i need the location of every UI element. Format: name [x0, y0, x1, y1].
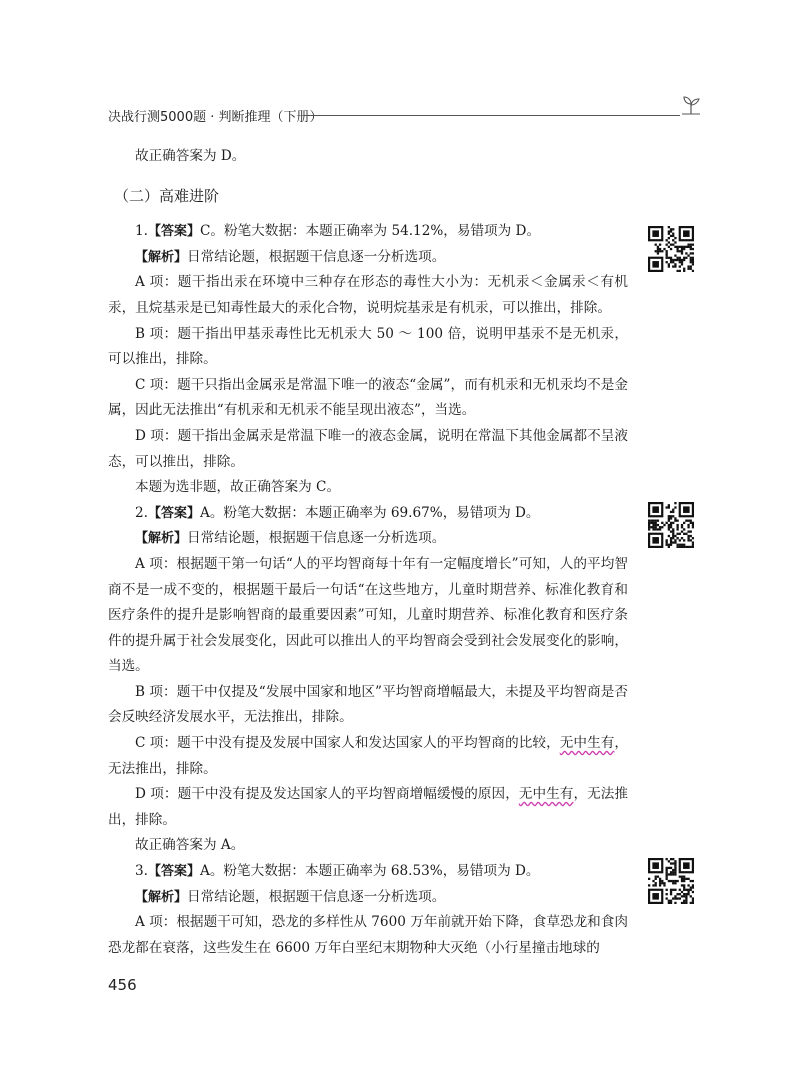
q3-analysis: 【解析】日常结论题，根据题干信息逐一分析选项。 [135, 888, 446, 905]
q1-option-d: D 项：题干指出金属汞是常温下唯一的液态金属，说明在常温下其他金属都不呈液态，可以推出，排除。 [108, 427, 628, 470]
q1-option-a: A 项：题干指出汞在环境中三种存在形态的毒性大小为：无机汞＜金属汞＜有机汞，且烷基汞是已知毒性最大的汞化合物，说明烷基汞是有机汞，可以推出，排除。 [108, 274, 628, 316]
q2-option-d: D 项：题干中没有提及发达国家人的平均智商增幅缓慢的原因，无中生有，无法推出，排除。 [108, 786, 629, 828]
q2-answer: 2.【答案】A。粉笔大数据：本题正确率为 69.67%，易错项为 D。 [135, 504, 540, 521]
page-body [108, 144, 628, 961]
q1-option-b: B 项：题干指出甲基汞毒性比无机汞大 50 ～ 100 倍，说明甲基汞不是无机汞，可以推出，排除。 [108, 325, 628, 368]
wavy-highlight: 无中生有 [518, 786, 574, 803]
q1-option-c: C 项：题干只指出金属汞是常温下唯一的液态“金属”，而有机汞和无机汞均不是金属，因此无法推出“有机汞和无机汞不能呈现出液态”，当选。 [108, 376, 628, 419]
wavy-highlight: 无中生有 [559, 735, 615, 752]
section-title: （二）高难进阶 [114, 186, 220, 205]
q1-analysis: 【解析】日常结论题，根据题干信息逐一分析选项。 [135, 248, 446, 265]
qr-code-icon[interactable] [648, 226, 694, 272]
q3-option-a: A 项：根据题干可知，恐龙的多样性从 7600 万年前就开始下降，食草恐龙和食肉恐龙都在衰落，这些发生在 6600 万年白垩纪末期物种大灭绝（小行星撞击地球的 [108, 914, 628, 956]
q1-conclusion: 本题为选非题，故正确答案为 C。 [135, 479, 341, 496]
q2-option-c: C 项：题干中没有提及发展中国家人和发达国家人的平均智商的比较，无中生有，无法推出，排除。 [108, 735, 628, 777]
q2-option-b: B 项：题干中仅提及“发展中国家和地区”平均智商增幅最大，未提及平均智商是否会反映经济发展水平，无法推出，排除。 [108, 683, 628, 726]
q1-answer: 1.【答案】C。粉笔大数据：本题正确率为 54.12%，易错项为 D。 [135, 223, 541, 240]
running-header [108, 98, 698, 128]
q3-answer: 3.【答案】A。粉笔大数据：本题正确率为 68.53%，易错项为 D。 [135, 863, 540, 880]
sprout-icon [678, 94, 704, 120]
q2-option-a: A 项：根据题干第一句话“人的平均智商每十年有一定幅度增长”可知，人的平均智商不是一成不变的，根据题干最后一句话“在这些地方，儿童时期营养、标准化教育和医疗条件的提升是影响智商的最重要因素”可知，儿童时期营养、标准化教育和医疗条件的提升属于社会发展变化，因此可以推出人的平均智商会受到社会发展变化的影响，当选。 [108, 555, 628, 675]
header-rule [304, 115, 680, 116]
page-number: 456 [108, 976, 137, 994]
prev-answer: 故正确答案为 D。 [135, 148, 246, 164]
q2-conclusion: 故正确答案为 A。 [135, 837, 245, 854]
book-title: 决战行测5000题 · 判断推理（下册） [108, 110, 323, 125]
qr-code-icon[interactable] [648, 858, 694, 904]
qr-code-icon[interactable] [648, 502, 694, 548]
q2-analysis: 【解析】日常结论题，根据题干信息逐一分析选项。 [135, 530, 446, 547]
